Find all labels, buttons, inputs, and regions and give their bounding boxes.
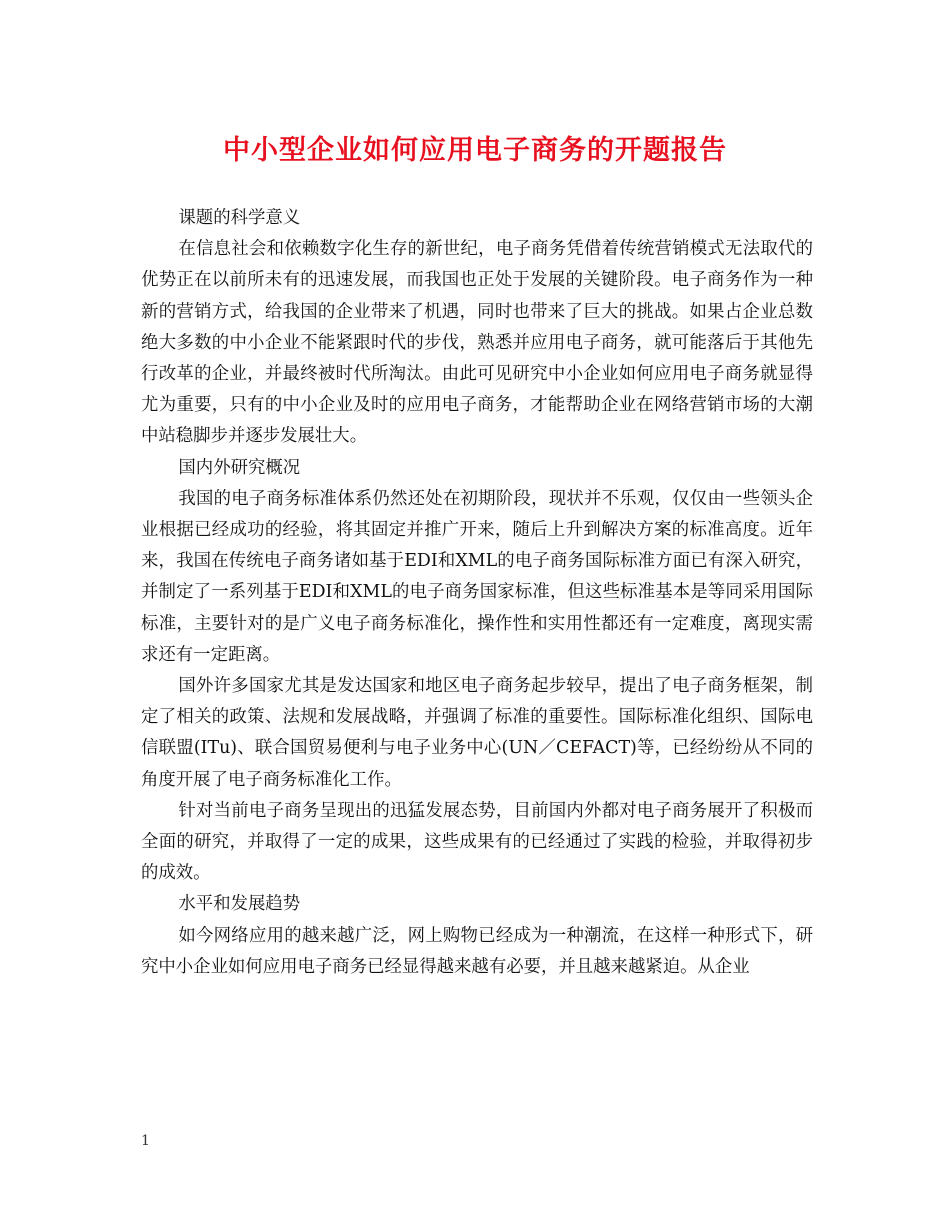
body-paragraph: 在信息社会和依赖数字化生存的新世纪，电子商务凭借着传统营销模式无法取代的优势正在以前所未有的迅速发展，而我国也正处于发展的关键阶段。电子商务作为一种新的营销方式，给我国的企业带来了机遇，同时也带来了巨大的挑战。如果占企业总数绝大多数的中小企业不能紧跟时代的步伐，熟悉并应用电子商务，就可能落后于其他先行改革的企业，并最终被时代所淘汰。由此可见研究中小企业如何应用电子商务就显得尤为重要，只有的中小企业及时的应用电子商务，才能帮助企业在网络营销市场的大潮中站稳脚步并逐步发展壮大。 bbox=[141, 239, 813, 447]
section-heading: 水平和发展趋势 bbox=[178, 894, 301, 915]
body-paragraph: 如今网络应用的越来越广泛，网上购物已经成为一种潮流，在这样一种形式下，研究中小企业如何应用电子商务已经显得越来越有必要，并且越来越紧迫。从企业 bbox=[141, 925, 813, 977]
body-paragraph: 我国的电子商务标准体系仍然还处在初期阶段，现状并不乐观，仅仅由一些领头企业根据已经成功的经验，将其固定并推广开来，随后上升到解决方案的标准高度。近年来，我国在传统电子商务诸如基于EDI和XML的电子商务国际标准方面已有深入研究，并制定了一系列基于EDI和XML的电子商务国家标准，但这些标准基本是等同采用国际标准，主要针对的是广义电子商务标准化，操作性和实用性都还有一定难度，离现实需求还有一定距离。 bbox=[141, 488, 813, 665]
document-title: 中小型企业如何应用电子商务的开题报告 bbox=[223, 135, 727, 166]
section-heading: 课题的科学意义 bbox=[178, 208, 301, 228]
document-body bbox=[141, 203, 813, 983]
section-heading: 国内外研究概况 bbox=[178, 457, 301, 478]
page-number: 1 bbox=[141, 1133, 150, 1149]
body-paragraph: 针对当前电子商务呈现出的迅猛发展态势，目前国内外都对电子商务展开了积极而全面的研究，并取得了一定的成果，这些成果有的已经通过了实践的检验，并取得初步的成效。 bbox=[141, 800, 813, 884]
body-paragraph: 国外许多国家尤其是发达国家和地区电子商务起步较早，提出了电子商务框架，制定了相关的政策、法规和发展战略，并强调了标准的重要性。国际标准化组织、国际电信联盟(ITu)、联合国贸易便利与电子业务中心(UN／CEFACT)等，已经纷纷从不同的角度开展了电子商务标准化工作。 bbox=[141, 676, 813, 790]
